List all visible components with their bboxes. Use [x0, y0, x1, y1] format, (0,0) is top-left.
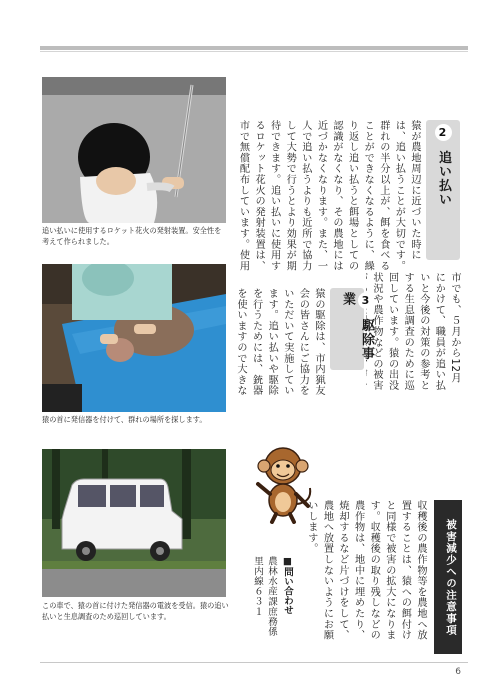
- notice-title: 被害減少への注意事項: [434, 500, 462, 654]
- section2-number: 2: [435, 124, 452, 141]
- top-rule-thin: [40, 51, 468, 52]
- photo-patrol-car: [42, 449, 226, 597]
- contact-label: ■問い合わせ: [282, 556, 293, 615]
- notice-body: 収穫後の農作物等を農地へ放置することは、猿への餌付けと同様で被害の拡大になります。収穫後の取り残しなどの農作物は、地中に埋めたり、焼却するなど片づけをして、農地へ放置しないようにお願いします。: [305, 500, 426, 641]
- photo-transmitter: [42, 264, 226, 412]
- section3-body: 猿の駆除は、市内猟友会の皆さんにご協力をいただいて実施しています。追い払いや駆除を行うためには、銃器を使いますので大きな: [235, 288, 324, 396]
- photo-transmitter-art: [42, 264, 226, 412]
- section3-body-continued: [316, 396, 462, 486]
- intro-continuation: 市でも、５月から12月にかけて、職員が追い払いと今後の対策の参考とする生息調査のために巡回しています。猿の出没状況や農作物などの被害: [371, 272, 460, 391]
- page-number: 6: [455, 667, 461, 677]
- caption-photo1: 追い払いに使用するロケット花火の発射装置。安全性を考えて作られました。: [42, 226, 222, 246]
- top-rule: [40, 46, 468, 50]
- bottom-rule: [40, 662, 468, 663]
- contact-text: 農林水産課庶務係 里内線６３１: [252, 556, 277, 647]
- caption-photo3: この車で、猿の首に付けた発信器の電波を受信。猿の追い払いと生息調査のため巡回しています。: [42, 601, 229, 621]
- section2-body: 猿が農地周辺に近づいた時には、追い払うことが大切です。群れの半分以上が、餌を食べることができなくなるように、繰り返し追い払うと餌場としての認識がなくなり、その農地には近づかなくなります。また、一人で追い払うよりも近所で協力して大勢で行うとより効果が期待できます。追い払いに使用するロケット花火の発射装置は、市で無償配布しています。使用: [237, 120, 420, 272]
- photo-patrol-car-art: [42, 449, 226, 597]
- section3-title: 駆除事業: [340, 292, 374, 361]
- photo-rocket-launcher: [42, 77, 226, 223]
- section2-heading: [434, 124, 453, 254]
- section3-number: 3: [358, 292, 375, 309]
- section2-title: 追い払い: [436, 150, 451, 207]
- caption-photo2: 猿の首に発信器を付けて、群れの場所を探します。: [42, 415, 207, 424]
- photo-rocket-launcher-art: [42, 77, 226, 223]
